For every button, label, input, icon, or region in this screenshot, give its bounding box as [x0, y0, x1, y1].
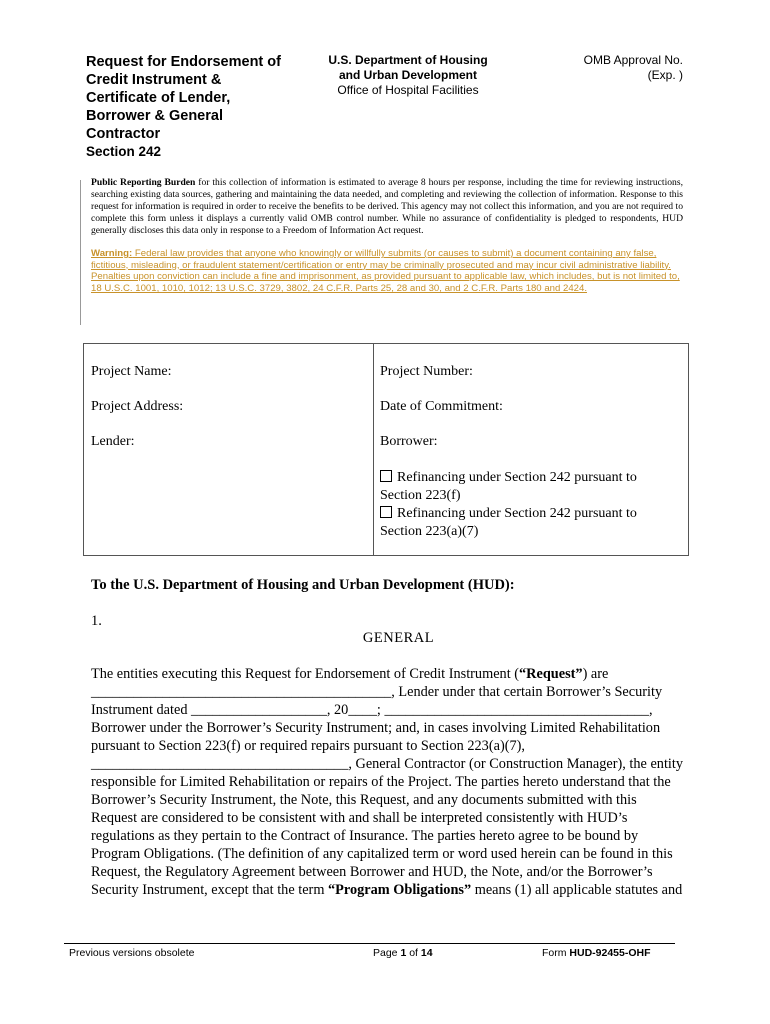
paragraph-text: The entities executing this Request for Endorsement of Credit Instrument ( — [91, 666, 520, 682]
form-prefix: Form — [542, 947, 570, 959]
agency-name-line2: and Urban Development — [338, 68, 478, 82]
title-line: Credit Instrument & — [86, 72, 222, 88]
form-number — [542, 947, 651, 959]
project-info-table — [83, 343, 689, 556]
page-prefix: Page — [373, 947, 401, 959]
page-indicator — [373, 947, 433, 959]
checkbox-223f[interactable] — [380, 470, 392, 482]
option-223a7[interactable] — [380, 505, 670, 541]
burden-label: Public Reporting Burden — [91, 177, 196, 188]
date-of-commitment-field[interactable]: Date of Commitment: — [380, 399, 503, 414]
option-223f-label: Refinancing under Section 242 pursuant to Section 223(f) — [380, 470, 637, 503]
footer-rule — [64, 943, 675, 944]
footer-obsolete-note: Previous versions obsolete — [69, 947, 195, 959]
lender-field[interactable]: Lender: — [91, 434, 135, 449]
page-of: of — [406, 947, 421, 959]
title-line: Borrower & General — [86, 108, 223, 124]
borrower-field[interactable]: Borrower: — [380, 434, 438, 449]
warning-label: Warning: — [91, 248, 133, 259]
defined-term-request: “Request” — [519, 666, 583, 682]
title-line: Contractor — [86, 126, 161, 142]
addressee-line: To the U.S. Department of Housing and Urban Development (HUD): — [91, 577, 515, 593]
project-address-field[interactable]: Project Address: — [91, 399, 184, 414]
title-line: Request for Endorsement of — [86, 54, 281, 70]
section-label: Section 242 — [86, 144, 162, 159]
title-line: Certificate of Lender, — [86, 90, 231, 106]
form-id: HUD-92455-OHF — [569, 947, 651, 959]
omb-block — [540, 53, 683, 83]
general-paragraph — [91, 665, 685, 899]
revision-bar — [80, 180, 81, 325]
page-total: 14 — [420, 947, 433, 959]
paragraph-text: means (1) all applicable statutes and — [471, 882, 683, 898]
checkbox-223a7[interactable] — [380, 506, 392, 518]
section-heading: GENERAL — [362, 630, 435, 646]
paragraph-text: ) are __________________________________________, Lender under that certain Borrower’s Security Instrument dated ___________________, 20____; _____________________________________, Borrower under the Borrower’s Security Instrument; and, in cases involving Limited Rehabilitation pursuant to Section 223(f) or required repairs pursuant to Section 223(a)(7), ____________________________________, General Contractor (or Construction Manager), the entity responsible for Limited Rehabilitation or repairs of the Project. The parties hereto understand that the Borrower’s Security Instrument, the Note, this Request, and any documents submitted with this Request are considered to be consistent with and shall be interpreted consistently with HUD’s regulations as they pertain to the Contract of Insurance. The parties hereto agree to be bound by Program Obligations. (The definition of any capitalized term or word used herein can be found in this Request, the Regulatory Agreement between Borrower and HUD, the Note, and/or the Borrower’s Security Instrument, except that the term — [91, 666, 684, 898]
form-title — [86, 53, 311, 161]
omb-approval: OMB Approval No. — [583, 53, 683, 67]
section-number: 1. — [91, 613, 102, 629]
option-223f[interactable] — [380, 469, 670, 505]
agency-block — [308, 53, 508, 98]
defined-term-program-obligations: “Program Obligations” — [328, 882, 472, 898]
warning-notice — [91, 248, 683, 295]
public-reporting-burden — [91, 177, 683, 237]
project-name-field[interactable]: Project Name: — [91, 364, 172, 379]
agency-name-line1: U.S. Department of Housing — [328, 53, 488, 67]
project-number-field[interactable]: Project Number: — [380, 364, 473, 379]
burden-text: for this collection of information is estimated to average 8 hours per response, including the time for reviewing instructions, searching existing data sources, gathering and maintaining the data needed, and completing and reviewing the collection of information. Response to this request for information is required in order to receive the benefits to be derived. This agency may not collect this information, and you are not required to complete this form unless it displays a currently valid OMB control number. While no assurance of confidentiality is pledged to respondents, HUD generally discloses this data only in response to a Freedom of Information Act request. — [91, 177, 683, 236]
table-divider — [373, 344, 374, 555]
omb-expiration: (Exp. ) — [647, 68, 683, 82]
office-name: Office of Hospital Facilities — [337, 83, 479, 97]
page-number: 1 — [400, 947, 407, 959]
option-223a7-label: Refinancing under Section 242 pursuant to Section 223(a)(7) — [380, 506, 637, 539]
warning-text: Federal law provides that anyone who knowingly or willfully submits (or causes to submit) a document containing any false, fictitious, misleading, or fraudulent statement/certification or entry may be criminally prosecuted and may incur civil administrative liability. Penalties upon conviction can include a fine and imprisonment, as provided pursuant to applicable law, which includes, but is not limited to, 18 U.S.C. 1001, 1010, 1012; 13 U.S.C. 3729, 3802, 24 C.F.R. Parts 25, 28 and 30, and 2 C.F.R. Parts 180 and 2424. — [91, 248, 680, 295]
